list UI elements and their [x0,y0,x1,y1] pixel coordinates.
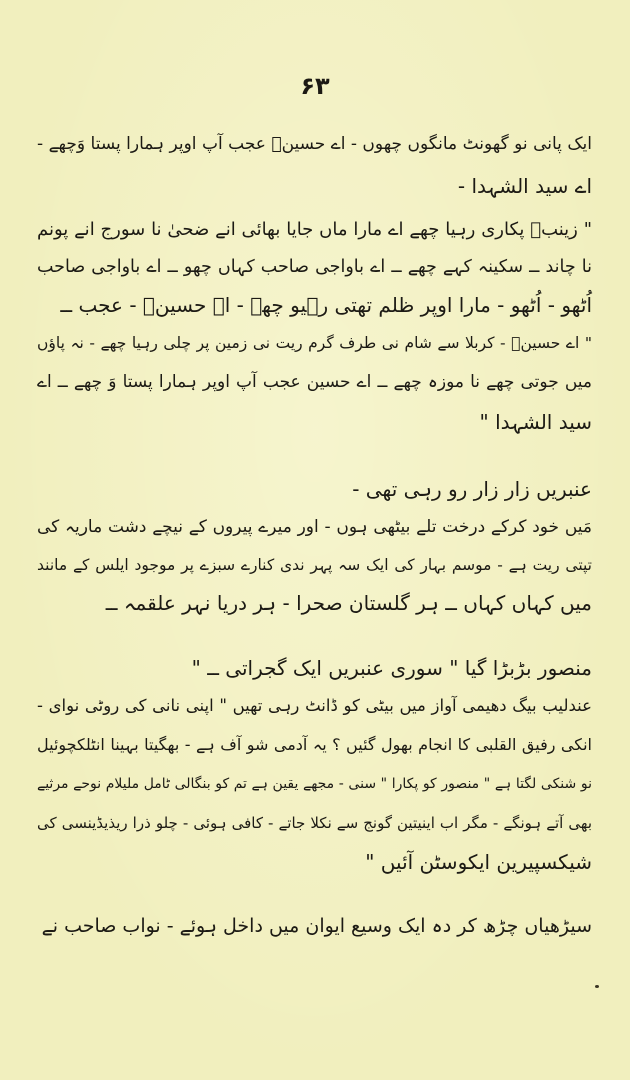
text-line: مَیں خود کرکے درخت تلے بیٹھی ہوں - اور میرے پیروں کے نیچے دشت ماریہ کی [37,517,592,537]
text-line: اُٹھو - اُٹھو - مارا اوپر ظلم تھتی رہیو چھے - اے حسینؑ - عجب ــ [60,293,592,317]
text-line: تپتی ریت ہے - موسم بہار کی ایک سہ پہر ندی کنارے سبزے پر موجود ایلس کے مانند [37,556,592,574]
paper-speck [595,985,599,988]
text-line: شیکسپیرین ایکوسٹن آئیں " [365,850,592,874]
text-line: منصور بڑبڑا گیا " سوری عنبریں ایک گجراتی ــ " [191,656,592,680]
text-line: عندلیب بیگ دھیمی آواز میں بیٹی کو ڈانٹ رہی تھیں " اپنی نانی کی روٹی نوای - [37,696,592,715]
text-line: " اے حسینؑ - کربلا سے شام نی طرف گرم ریت نی زمین پر چلی رہیا چھے - نہ پاؤں [37,334,592,352]
text-line: نو شنکی لگتا ہے " منصور کو پکارا " سنی - مجھے یقین ہے تم کو بنگالی ٹامل ملیلام نوحے مرثیے [37,776,592,792]
text-line: انکی رفیق القلبی کا انجام بھول گئیں ؟ یہ آدمی شو آف ہے - بھگیتا بہینا انٹلکچوئیل [37,735,592,754]
text-line: ایک پانی نو گھونٹ مانگوں چھوں - اے حسینؑ عجب آپ اوپر ہمارا پستا وَچھے - [37,134,592,154]
text-line: سید الشہدا " [479,410,592,434]
text-line: سیڑھیاں چڑھ کر دہ ایک وسیع ایوان میں داخل ہوئے - نواب صاحب نے [41,915,592,937]
text-line: اے سید الشہدا - [457,174,592,198]
page-number: ۶۳ [300,72,330,100]
text-line: میں جوتی چھے نا موزہ چھے ــ اے حسین عجب آپ اوپر ہمارا پستا وَ چھے ــ اے [37,372,592,392]
text-line: میں کہاں کہاں ــ ہر گلستان صحرا - ہر دریا نہر علقمہ ــ [105,591,592,615]
text-line: " زینبؑ پکاری رہیا چھے اے مارا ماں جایا بھائی انے ضحیٰ نا سورج انے پونم [37,219,592,240]
text-line: نا چاند ــ سکینہ کہے چھے ــ اے باواجی صاحب کہاں چھو ــ اے باواجی صاحب [37,257,592,277]
text-line: عنبریں زار زار رو رہی تھی - [352,477,592,501]
text-line: بھی آتے ہونگے - مگر اب اینیتین گونج سے نکلا جاتے - کافی ہوئی - چلو ذرا ریذیڈینسی کی [37,814,592,832]
